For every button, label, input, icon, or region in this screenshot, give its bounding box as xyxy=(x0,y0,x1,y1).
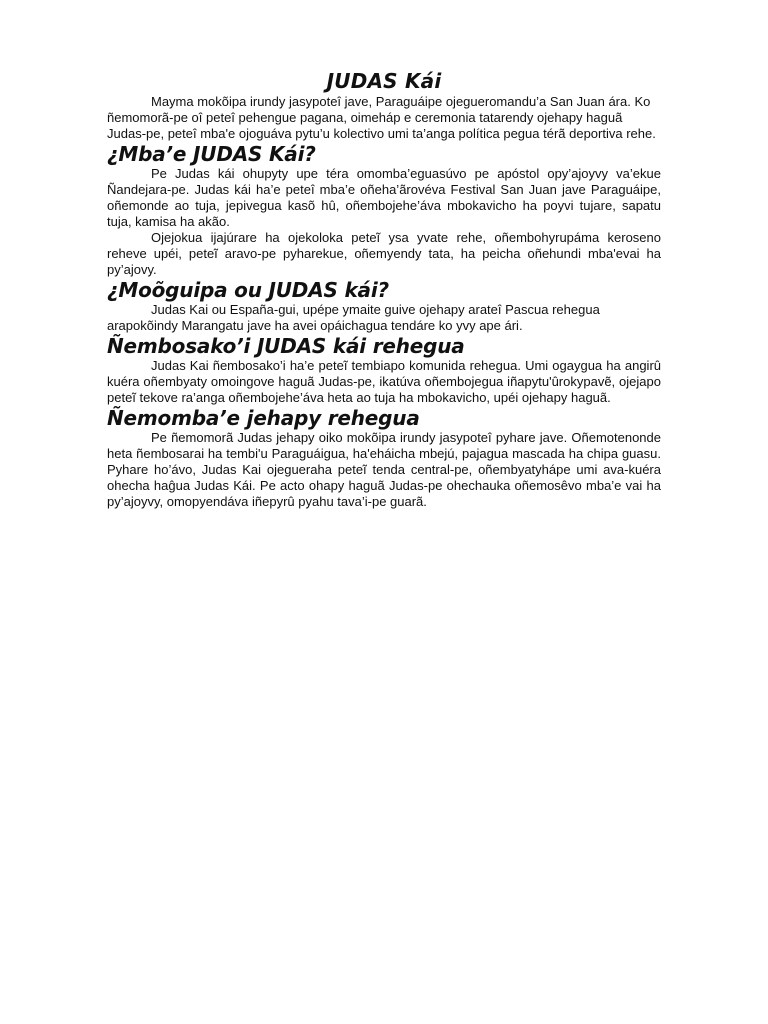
section-paragraph: Judas Kai ñembosako’i ha’e peteĩ tembiapo komunida rehegua. Umi ogaygua ha angirû kuéra oñembyaty omoingove haguã Judas-pe, ikatúva oñembojegua iñapytu'ûrokypavẽ, ojejapo peteĩ tekove ra’anga oñembojehe’áva heta ao tuja ha mbokavicho, upéi ojehapy haguã. xyxy=(107,358,661,405)
section-nembosakoi-judas-kai xyxy=(107,334,661,406)
section-heading: Ñembosako’i JUDAS kái rehegua xyxy=(107,334,465,358)
intro-paragraph: Mayma mokõipa irundy jasypoteî jave, Paraguáipe ojegueromandu’a San Juan ára. Ko ñemomorã-pe oî peteî pehengue pagana, oimeháp e ceremonia tatarendy ojehapy haguã Judas-pe, peteî mba'e ojoguáva pytu’u kolectivo umi ta’anga política pegua térã deportiva rehe. xyxy=(107,94,656,141)
document-title: JUDAS Kái xyxy=(326,69,442,93)
section-heading: ¿Mba’e JUDAS Kái? xyxy=(107,142,316,166)
section-paragraph: Pe Judas kái ohupyty upe téra omomba’eguasúvo pe apóstol opy’ajoyvy va’ekue Ñandejara-pe. Judas kái ha’e peteî mba’e oñeha’ãrovéva Festival San Juan jave Paraguáipe, oñemonde ao tuja, jepivegua kasõ hû, oñembojehe’áva mbokavicho ha poyvi tujare, sapatu tuja, kamisa ha akão. xyxy=(107,166,661,229)
section-mooguipa-ou-judas-kai xyxy=(107,278,661,334)
document-page xyxy=(107,68,661,510)
section-heading: ¿Moõguipa ou JUDAS kái? xyxy=(107,278,389,302)
section-paragraph: Pe ñemomorã Judas jehapy oiko mokõipa irundy jasypoteî pyhare jave. Oñemotenonde heta ñembosarai ha tembi'u Paraguáigua, ha'eháicha mbejú, pajagua mascada ha chipa guasu. Pyhare ho’ávo, Judas Kai ojegueraha peteĩ tenda central-pe, oñembyatyhápe umi ava-kuéra ohecha haĝua Judas Kái. Pe acto ohapy haguã Judas-pe ohechauka oñemosêvo mba’e vai ha py’ajoyvy, omopyendáva iñepyrû pyahu tava’i-pe guarã. xyxy=(107,430,661,509)
section-mbae-judas-kai xyxy=(107,142,661,278)
section-heading: Ñemomba’e jehapy rehegua xyxy=(107,406,420,430)
section-paragraph: Judas Kai ou España-gui, upépe ymaite guive ojehapy arateî Pascua rehegua arapokõindy Marangatu jave ha avei opáichagua tendáre ko yvy ape ári. xyxy=(107,302,600,333)
section-paragraph: Ojejokua ijajúrare ha ojekoloka peteĩ ysa yvate rehe, oñembohyrupáma keroseno reheve upéi, peteĩ aravo-pe pyharekue, oñemyendy tata, ha peicha oñehundi mba'evai ha py’ajovy. xyxy=(107,230,661,277)
section-nemombae-jehapy xyxy=(107,406,661,510)
